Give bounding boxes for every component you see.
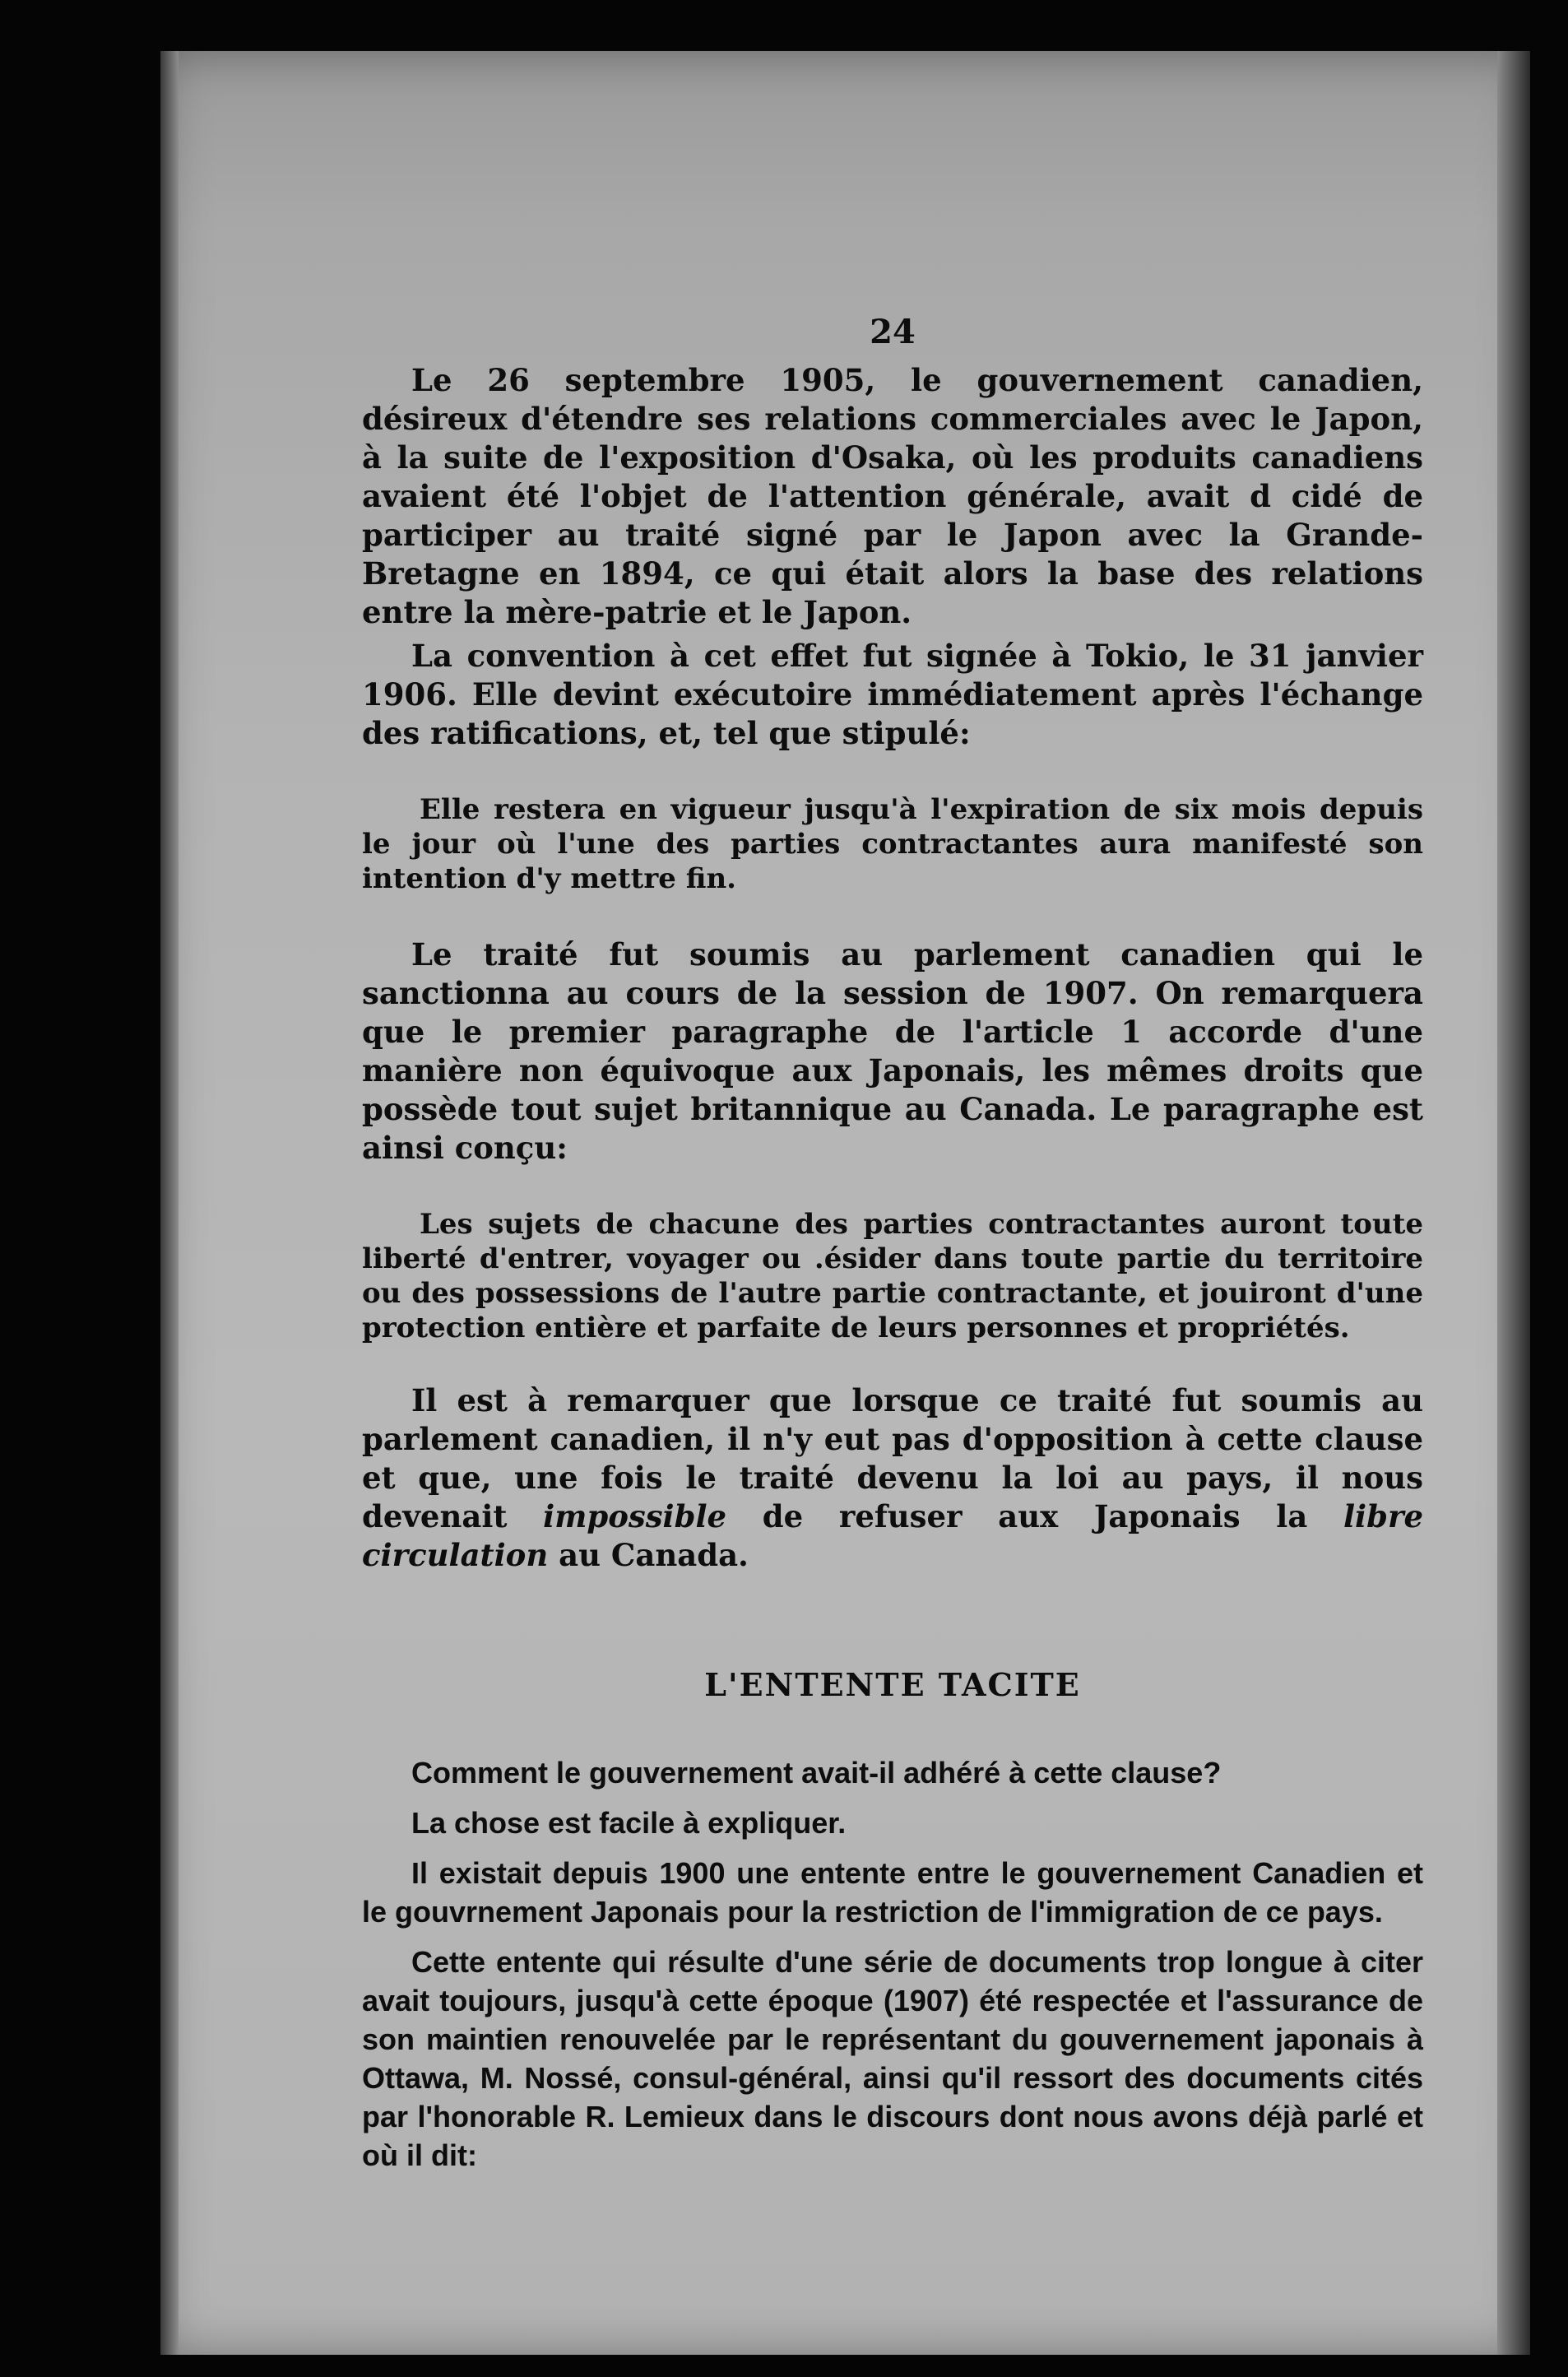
emphasis-libre-circulation: libre circulation [362, 1498, 1423, 1573]
page-number: 24 [870, 313, 916, 351]
paragraph-no-opposition-text-2: de refuser aux Japonais la [726, 1498, 1343, 1534]
paragraph-no-opposition-text-1: Il est à remarquer que lorsque ce traité fut soumis au parlement canadien, il n'y eut pas d'opposition à cette clause et que, une fois le traité devenu la loi au pays, il nous devenait [362, 1382, 1423, 1534]
paragraph-no-opposition-text-3: au Canada. [548, 1537, 749, 1573]
paragraph-parliament: Le traité fut soumis au parlement canadien qui le sanctionna au cours de la session de 1907. On remarquera que le premier paragraphe de l'article 1 accorde d'une manière non équivoque aux Japonais, les mêmes droits que possède tout sujet britannique au Canada. Le paragraphe est ainsi conçu: [362, 936, 1423, 1166]
emphasis-impossible: impossible [543, 1498, 727, 1534]
quote-treaty-duration: Elle restera en vigueur jusqu'à l'expiration de six mois depuis le jour où l'une des parties contractantes aura manifesté son intention d'y mettre fin. [362, 793, 1423, 895]
page-left-edge [160, 51, 179, 2355]
paragraph-no-opposition [362, 1381, 1423, 1575]
paragraph-answer: La chose est facile à expliquer. [411, 1806, 847, 1840]
paragraph-treaty-1905: Le 26 septembre 1905, le gouvernement canadien, désireux d'étendre ses relations commerciales avec le Japon, à la suite de l'exposition d'Osaka, où les produits canadiens avaient été l'objet de l'attention générale, avait d cidé de participer au traité signé par le Japon avec la Grande-Bretagne en 1894, ce qui était alors la base des relations entre la mère-patrie et le Japon. [362, 362, 1423, 630]
page-right-edge [1497, 51, 1530, 2355]
section-title: L'ENTENTE TACITE [704, 1666, 1081, 1703]
section-body [362, 1753, 1423, 2175]
page-content [362, 313, 1423, 2175]
paragraph-entente-1900: Il existait depuis 1900 une entente entre le gouvernement Canadien et le gouvrnement Japonais pour la restriction de l'immigration de ce pays. [362, 1856, 1423, 1929]
paragraph-convention: La convention à cet effet fut signée à Tokio, le 31 janvier 1906. Elle devint exécutoire immédiatement après l'échange des ratifications, et, tel que stipulé: [362, 638, 1423, 751]
quote-article-1: Les sujets de chacune des parties contractantes auront toute liberté d'entrer, voyager ou .ésider dans toute partie du territoire ou des possessions de l'autre partie contractante, et jouiront d'une protection entière et parfaite de leurs personnes et propriétés. [362, 1208, 1423, 1344]
paragraph-entente-details: Cette entente qui résulte d'une série de documents trop longue à citer avait toujours, jusqu'à cette époque (1907) été respectée et l'assurance de son maintien renouvelée par le représentant du gouvernement japonais à Ottawa, M. Nossé, consul-général, ainsi qu'il ressort des documents cités par l'honorable R. Lemieux dans le discours dont nous avons déjà parlé et où il dit: [362, 1945, 1423, 2172]
paragraph-question: Comment le gouvernement avait-il adhéré à cette clause? [411, 1756, 1222, 1790]
